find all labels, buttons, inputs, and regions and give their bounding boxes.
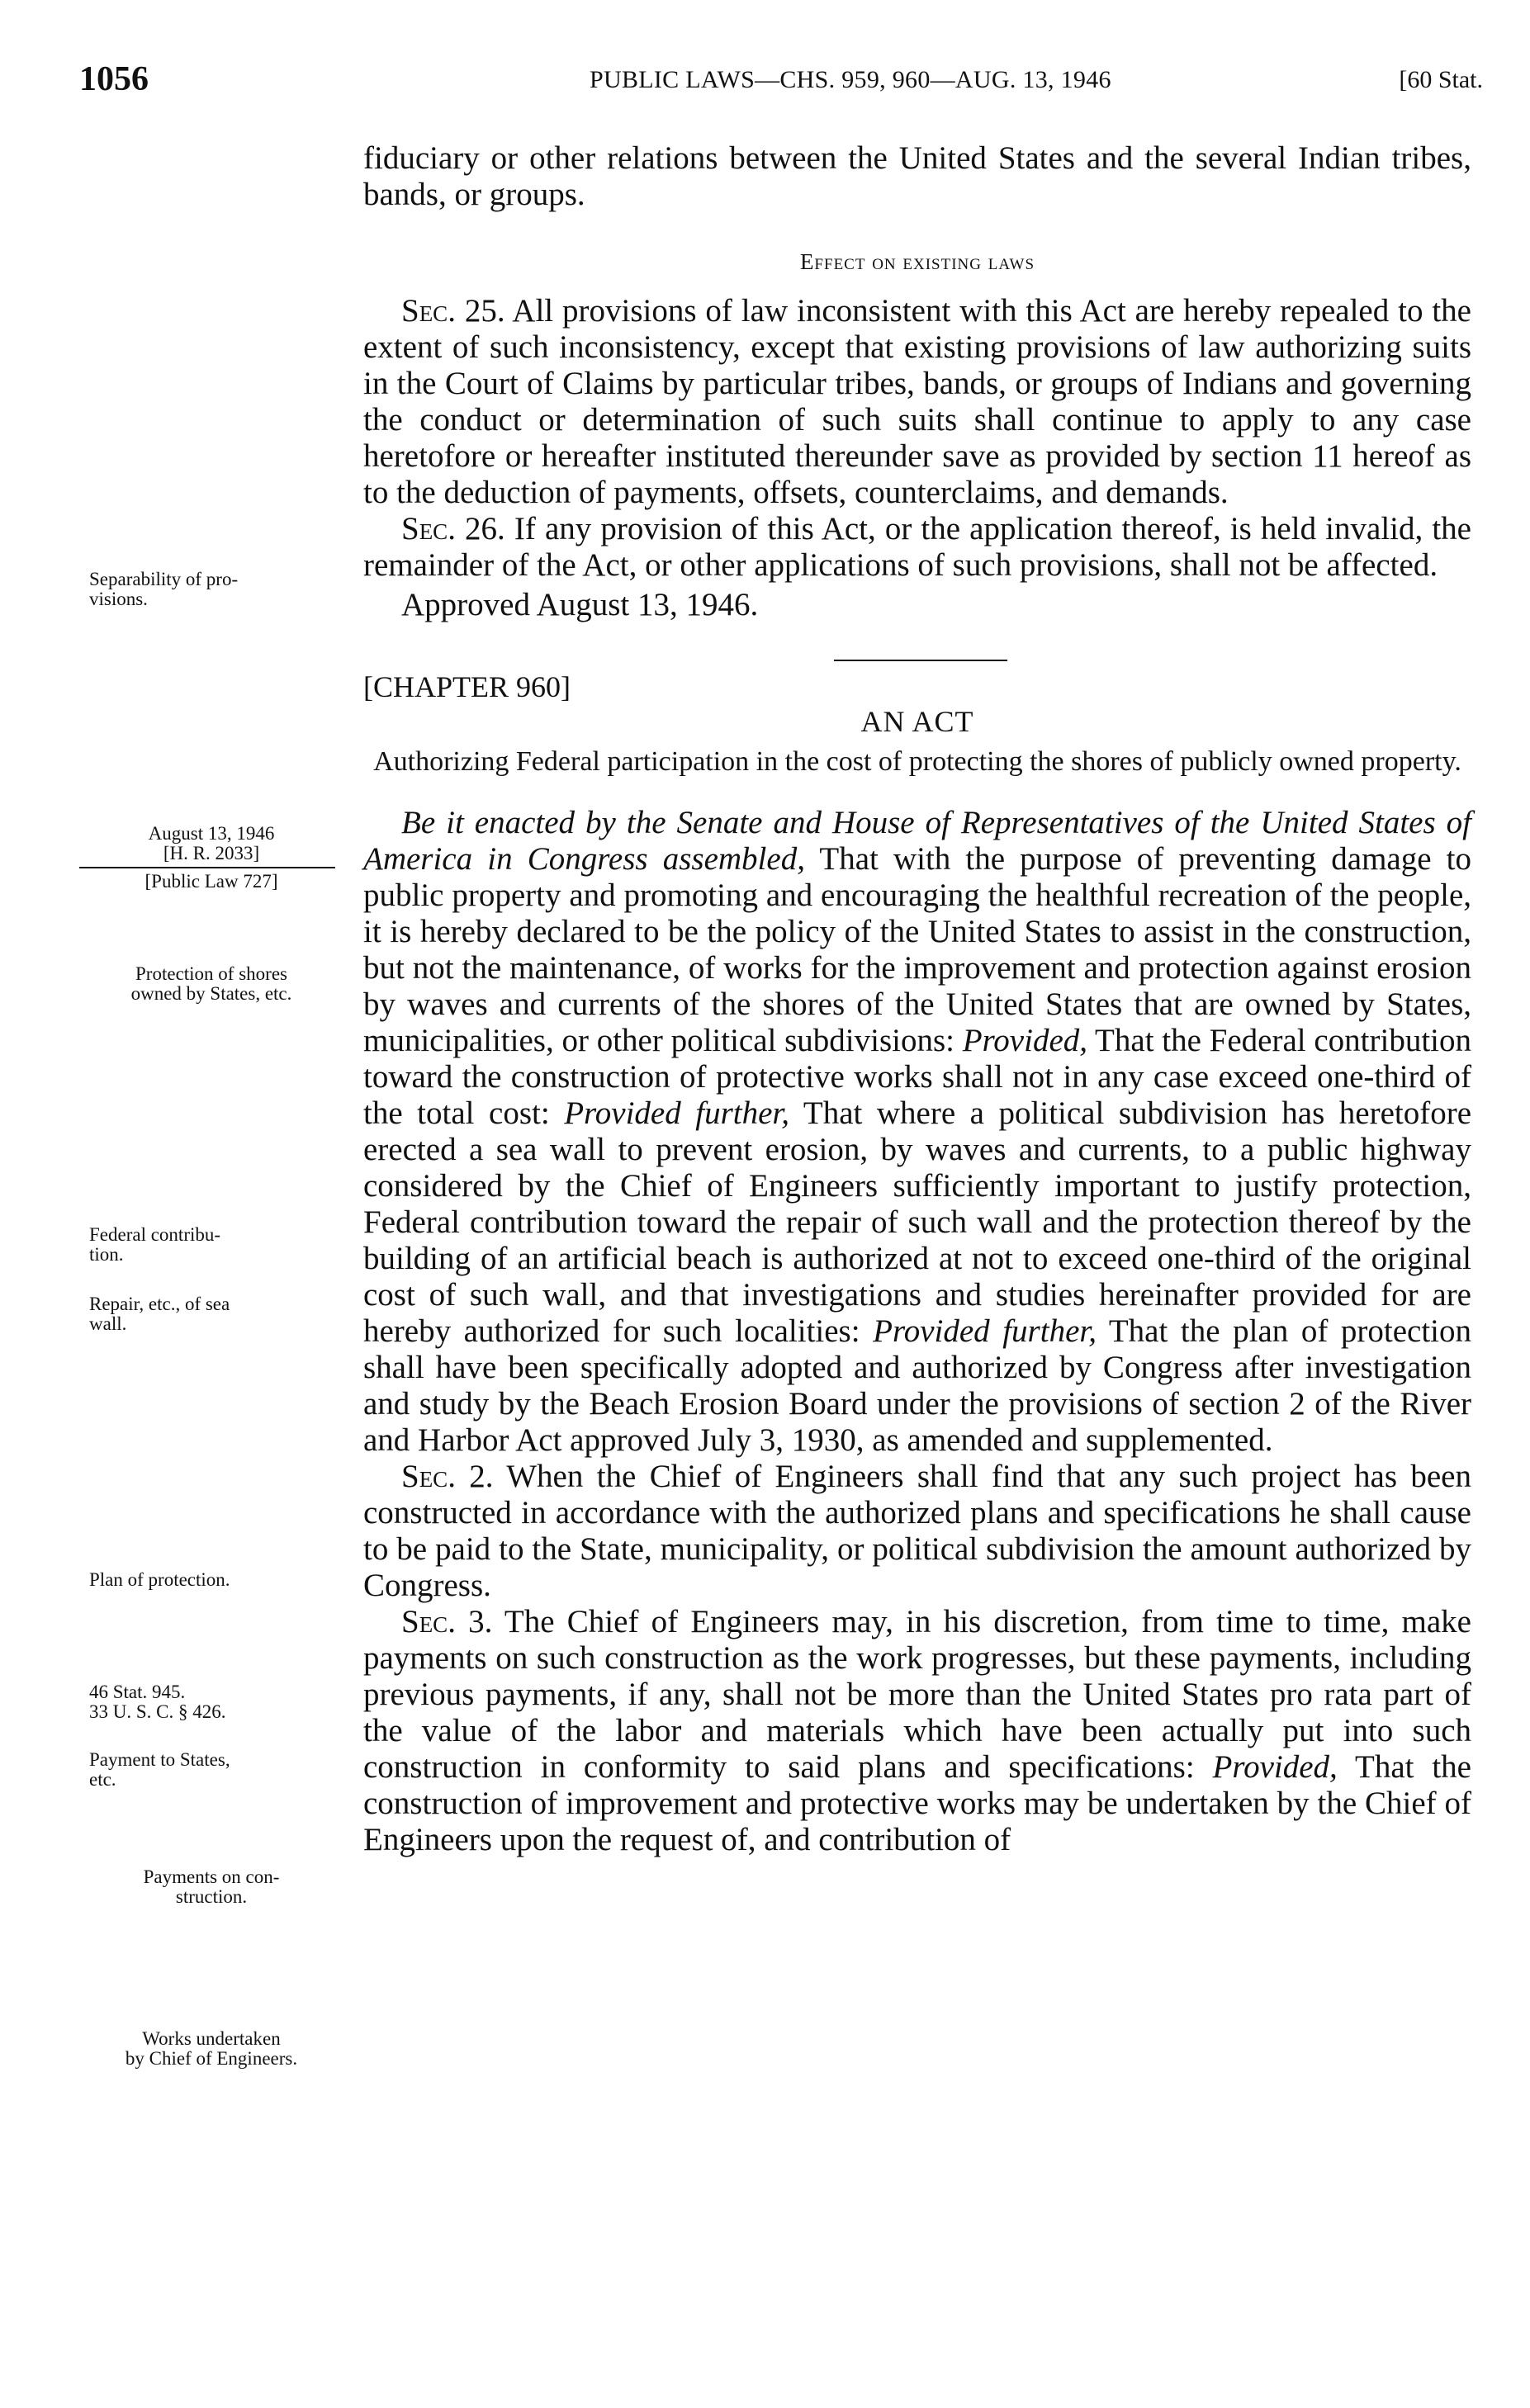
act-heading: AN ACT (860, 705, 974, 738)
section-3 (363, 1604, 1471, 1858)
section-25-label: Sec. 25. (401, 293, 505, 329)
margin-note-repair: Repair, etc., of sea wall. (89, 1294, 230, 1334)
margin-note-date-block (79, 824, 343, 892)
enactment-date: August 13, 1946 (148, 823, 275, 844)
bill-number: [H. R. 2033] (163, 843, 260, 863)
margin-note-federal-contribution: Federal contribu- tion. (89, 1224, 221, 1265)
enacting-text-3: That where a political subdivision has heretofore erected a sea wall to prevent erosion, by waves and currents, to a public highway considered by the Chief of Engineers sufficiently important to justify protection, Federal contribution toward the repair of such wall and the protection thereof by the building of an artificial beach is authorized at not to exceed one-third of the original cost of such wall, and that investigations and studies hereinafter provided for are hereby authorized for such localities: (363, 1095, 1472, 1349)
margin-note-citation: 46 Stat. 945. 33 U. S. C. § 426. (89, 1682, 226, 1722)
act-title: Authorizing Federal participation in the cost of protecting the shores of publicly owned property. (373, 746, 1461, 777)
section-heading: Effect on existing laws (799, 249, 1035, 274)
running-head (79, 59, 1483, 109)
margin-note-plan: Plan of protection. (89, 1569, 230, 1590)
proviso-3: Provided further, (873, 1313, 1097, 1349)
margin-note-payment: Payment to States, etc. (89, 1749, 230, 1790)
section-2-text: When the Chief of Engineers shall find that any such project has been constructed in accordance with the authorized plans and specifications he shall cause to be paid to the State, municipality, or political subdivision the amount authorized by Congress. (363, 1459, 1471, 1603)
enacting-paragraph (363, 805, 1471, 1459)
chapter-label: [CHAPTER 960] (363, 670, 571, 703)
margin-note-protection: Protection of shores owned by States, etc. (130, 963, 292, 1004)
section-2 (363, 1459, 1471, 1604)
continued-paragraph: fiduciary or other relations between the United States and the several Indian tribes, bands, or groups. (363, 140, 1471, 212)
enacting-clause: Be it enacted by the Senate and House of Representatives of the United States of America in Congress assembled, (363, 805, 1471, 877)
margin-note-works: Works undertaken by Chief of Engineers. (125, 2028, 298, 2069)
section-3-proviso: Provided, (1212, 1749, 1338, 1785)
page-number: 1056 (79, 60, 149, 98)
section-3-text-2: That the construction of improvement and protective works may be undertaken by the Chief of Engineers upon the request of, and contribution of (363, 1749, 1471, 1857)
section-26-text: If any provision of this Act, or the application thereof, is held invalid, the remainder of the Act, or other applications of such provisions, shall not be affected. (363, 511, 1471, 583)
approval-line: Approved August 13, 1946. (401, 587, 759, 622)
margin-note-payments-construction: Payments on con- struction. (143, 1866, 280, 1907)
section-25-text: All provisions of law inconsistent with this Act are hereby repealed to the extent of such inconsistency, except that existing provisions of law authorizing suits in the Court of Claims by particular tribes, bands, or groups of Indians and governing the conduct or determination of such suits shall continue to apply to any case heretofore or hereafter instituted thereunder save as provided by section 11 hereof as to the deduction of payments, offsets, counterclaims, and demands. (363, 293, 1471, 510)
enacting-text-1: That with the purpose of preventing damage to public property and promoting and encouraging the healthful recreation of the people, it is hereby declared to be the policy of the United States to assist in the construction, but not the maintenance, of works for the improvement and protection against erosion by waves and currents of the shores of the United States that are owned by States, municipalities, or other political subdivisions: (363, 841, 1471, 1058)
proviso-2: Provided further, (564, 1095, 790, 1131)
main-text-column (363, 140, 1471, 1858)
enacting-text-4: That the plan of protection shall have been specifically adopted and authorized by Congress after investigation and study by the Beach Erosion Board under the provisions of section 2 of the River and Harbor Act approved July 3, 1930, as amended and supplemented. (363, 1313, 1471, 1458)
volume-reference: [60 Stat. (1399, 66, 1483, 93)
proviso-1: Provided, (962, 1023, 1088, 1058)
section-26 (363, 511, 1471, 584)
enacting-text-2: That the Federal contribution toward the construction of protective works shall not in any case exceed one-third of the total cost: (363, 1023, 1472, 1131)
section-26-label: Sec. 26. (401, 511, 505, 546)
public-law-number: [Public Law 727] (144, 871, 278, 892)
margin-rule (79, 867, 335, 868)
running-head-title: PUBLIC LAWS—CHS. 959, 960—AUG. 13, 1946 (590, 66, 1111, 93)
chapter-label-row (363, 661, 1471, 701)
section-25 (363, 293, 1471, 511)
margin-note-separability: Separability of pro- visions. (89, 569, 239, 609)
section-3-label: Sec. 3. (401, 1604, 493, 1639)
section-2-label: Sec. 2. (401, 1459, 494, 1494)
section-3-text-1: The Chief of Engineers may, in his discretion, from time to time, make payments on such construction as the work progresses, but these payments, including previous payments, if any, shall not be more than the United States pro rata part of the value of the labor and materials which have been actually put into such construction in conformity to said plans and specifications: (363, 1604, 1471, 1785)
